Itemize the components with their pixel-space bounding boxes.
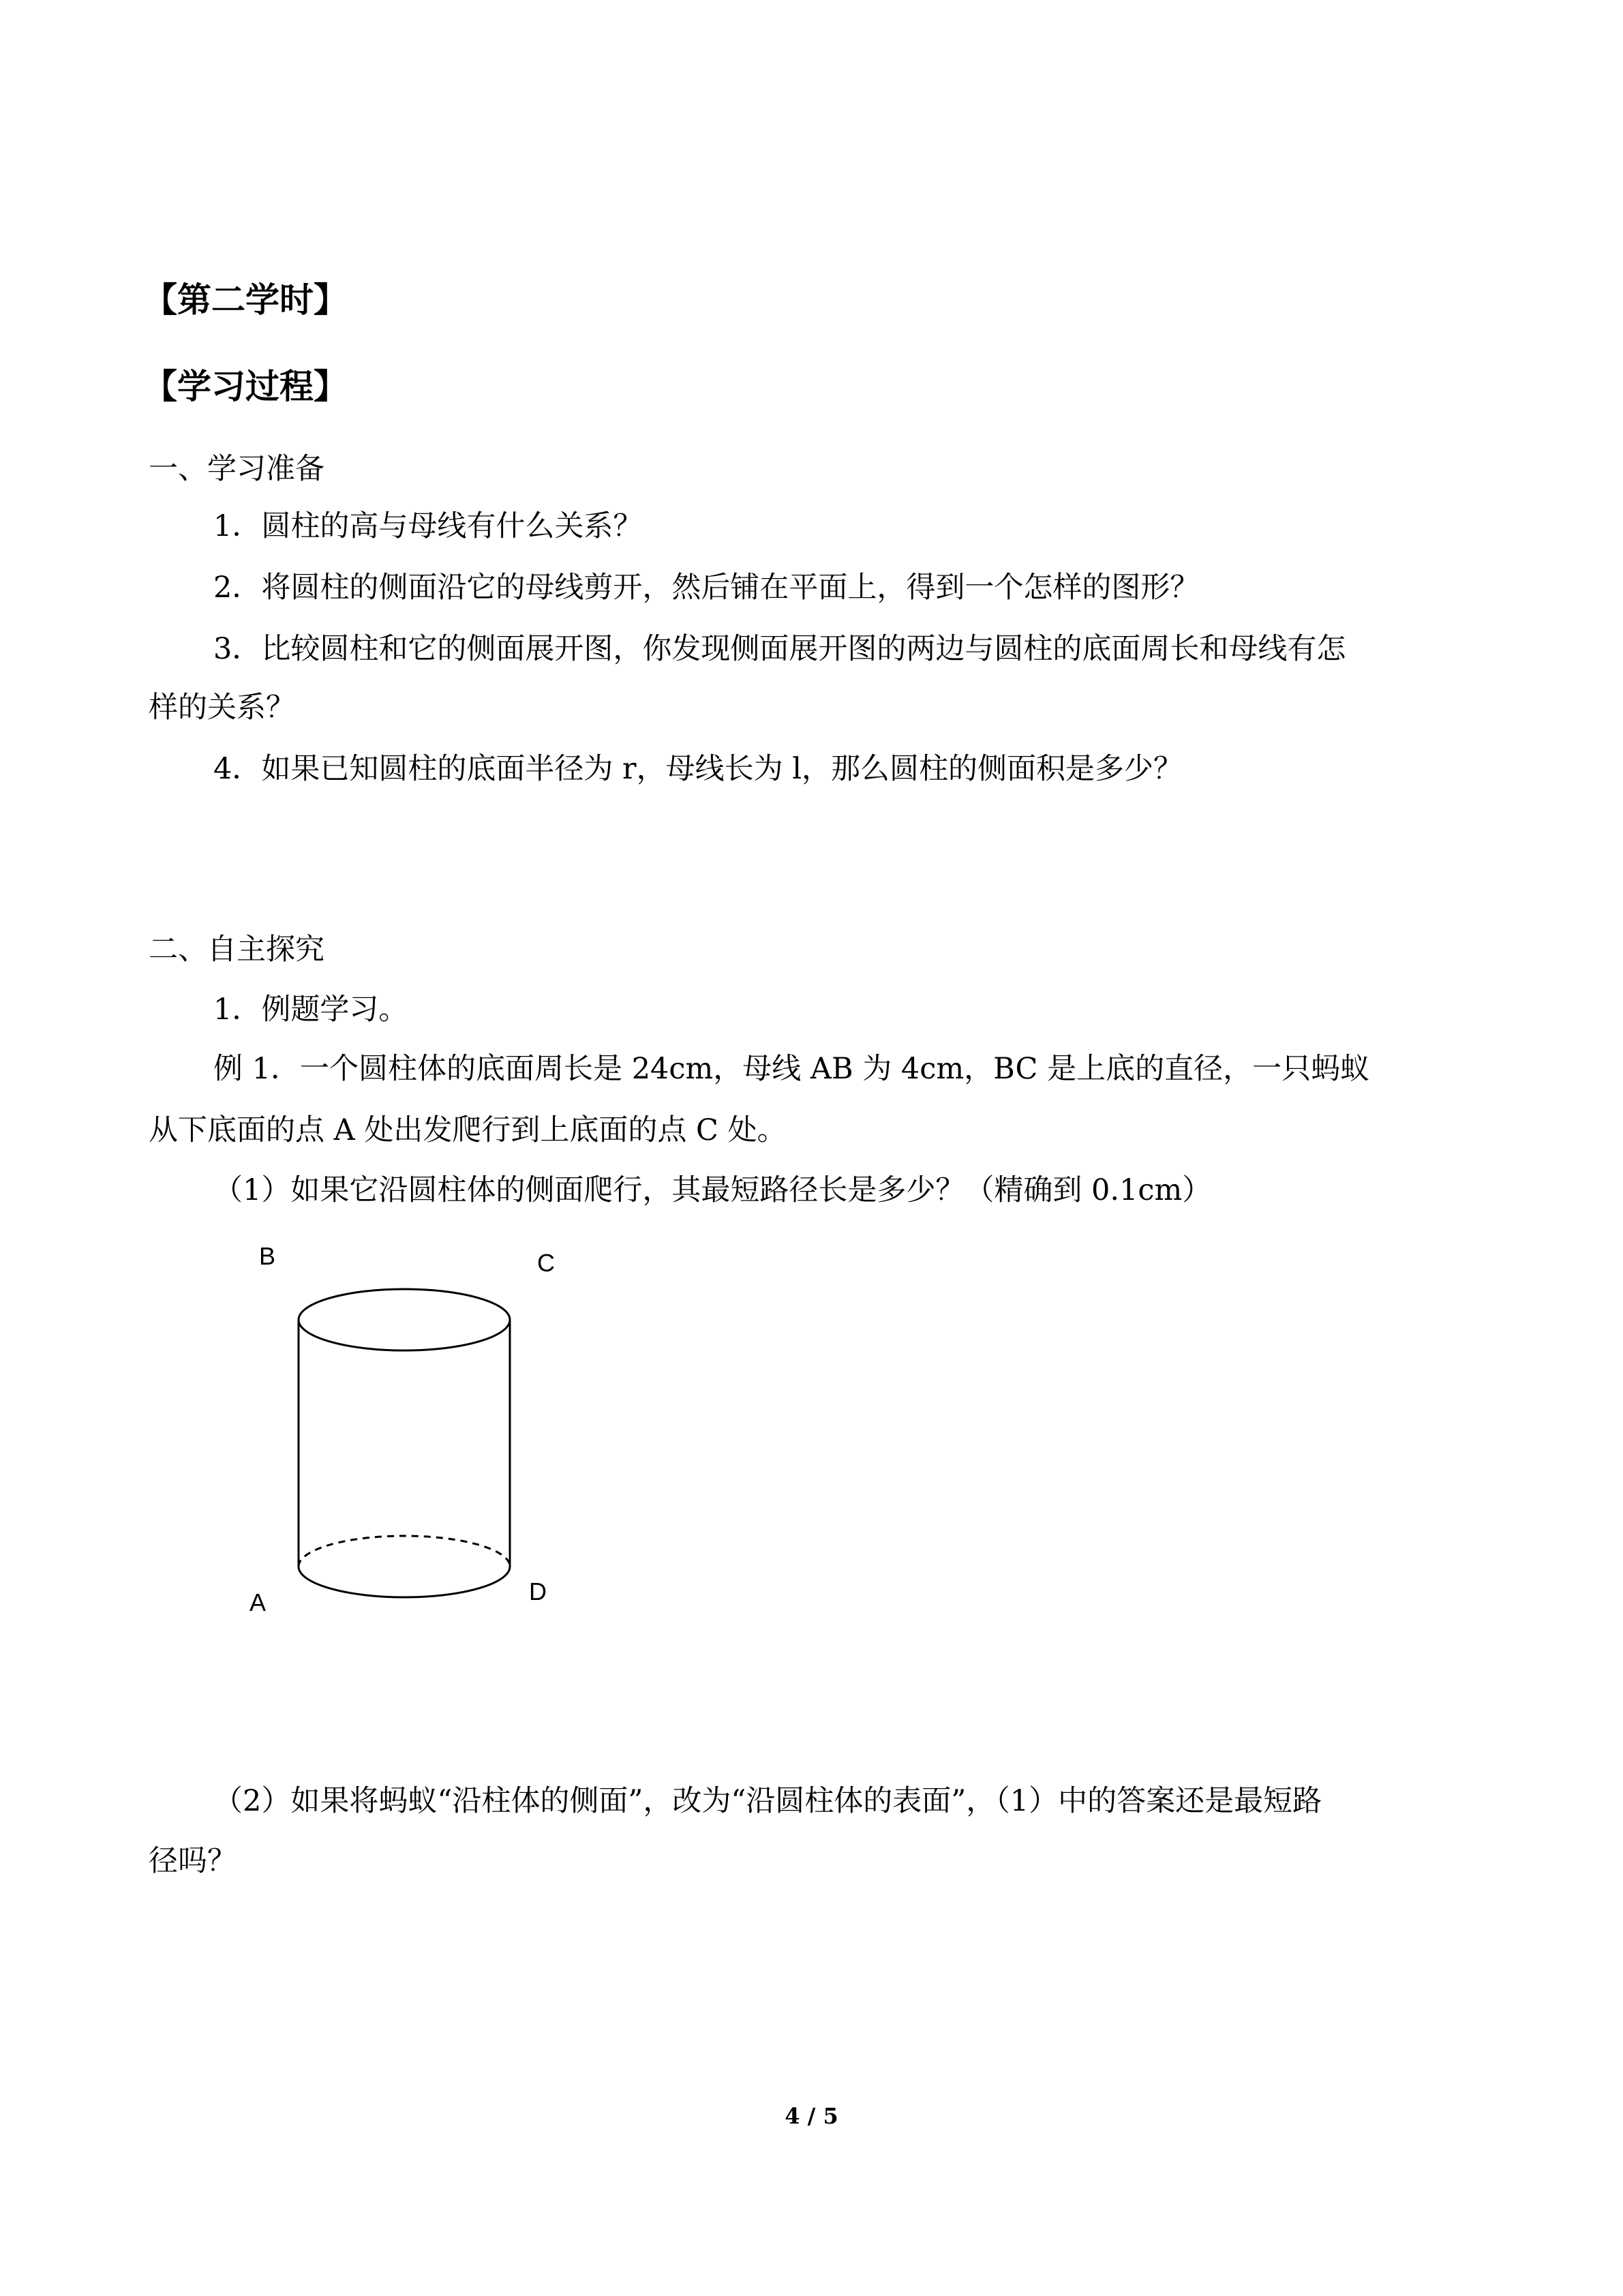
question-3-line1: 3．比较圆柱和它的侧面展开图，你发现侧面展开图的两边与圆柱的底面周长和母线有怎	[213, 632, 1346, 666]
section1-title: 一、学习准备	[149, 452, 324, 486]
example-1-line2: 从下底面的点 A 处出发爬行到上底面的点 C 处。	[149, 1113, 787, 1147]
bottom-back-arc-dashed	[299, 1536, 510, 1567]
top-ellipse	[299, 1289, 510, 1350]
question-1: 1．圆柱的高与母线有什么关系？	[213, 509, 643, 543]
part-1-question: （1）如果它沿圆柱体的侧面爬行，其最短路径长是多少？（精确到 0.1cm）	[213, 1173, 1212, 1207]
question-4: 4．如果已知圆柱的底面半径为 r，母线长为 l，那么圆柱的侧面积是多少？	[213, 752, 1183, 786]
example-item-1: 1．例题学习。	[213, 993, 408, 1027]
part-2-question-line1: （2）如果将蚂蚁“沿柱体的侧面”，改为“沿圆柱体的表面”，（1）中的答案还是最短路	[213, 1784, 1322, 1818]
lesson-heading: 【第二学时】	[143, 280, 348, 320]
part-2-question-line2: 径吗？	[149, 1844, 237, 1878]
example-1-line1: 例 1．一个圆柱体的底面周长是 24cm，母线 AB 为 4cm，BC 是上底的直径，一只蚂蚁	[213, 1052, 1370, 1086]
process-heading: 【学习过程】	[143, 366, 348, 406]
label-d: D	[529, 1577, 547, 1605]
bottom-front-arc	[299, 1567, 510, 1597]
page-number: 4 / 5	[785, 2103, 838, 2129]
label-c: C	[537, 1249, 555, 1277]
cylinder-figure	[245, 1234, 573, 1622]
question-2: 2．将圆柱的侧面沿它的母线剪开，然后铺在平面上，得到一个怎样的图形？	[213, 571, 1200, 605]
cylinder-diagram	[245, 1234, 573, 1622]
question-3-line2: 样的关系？	[149, 691, 295, 725]
label-a: A	[249, 1588, 267, 1616]
label-b: B	[259, 1242, 276, 1270]
section2-title: 二、自主探究	[149, 933, 324, 967]
